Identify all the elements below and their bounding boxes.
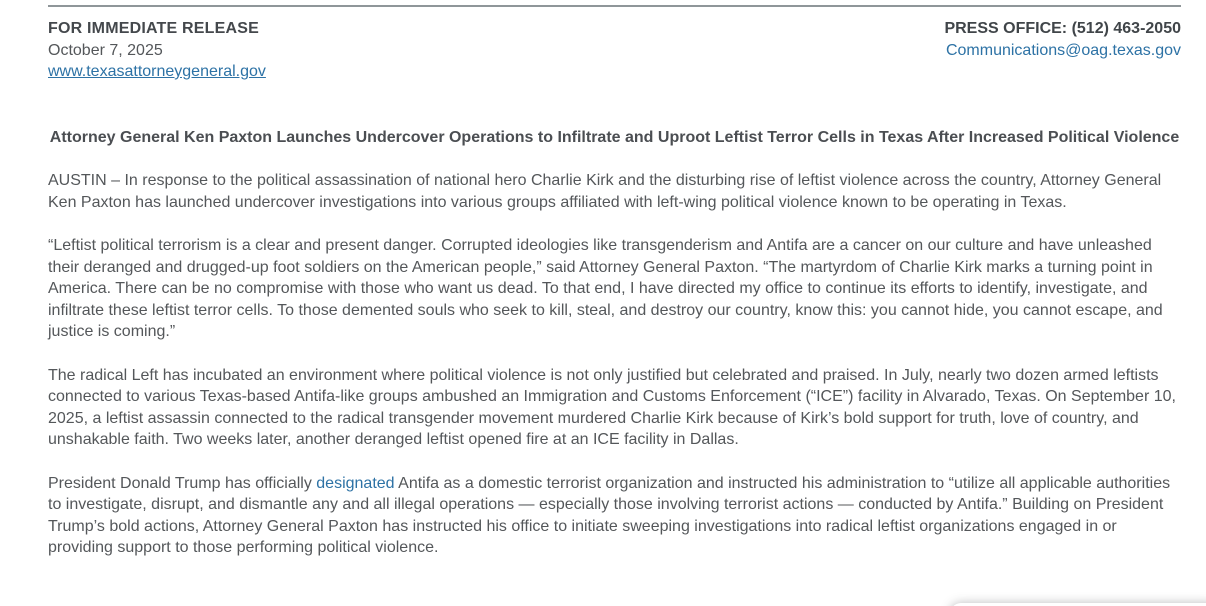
paragraph-trump-designation <box>48 473 1181 559</box>
paragraph-background: The radical Left has incubated an environment where political violence is not only justified but celebrated and praised. In July, nearly two dozen armed leftists connected to various Texas-based Antifa-like groups ambushed an Immigration and Customs Enforcement (“ICE”) facility in Alvarado, Texas. On September 10, 2025, a leftist assassin connected to the radical transgender movement murdered Charlie Kirk because of Kirk’s bold support for truth, love of country, and unshakable faith. Two weeks later, another deranged leftist opened fire at an ICE facility in Dallas. <box>48 366 1176 448</box>
website-link[interactable]: www.texasattorneygeneral.gov <box>48 63 266 80</box>
masthead-left <box>48 18 266 83</box>
press-office-phone: PRESS OFFICE: (512) 463-2050 <box>944 20 1181 37</box>
paragraph-trump-before-link: President Donald Trump has officially <box>48 474 317 492</box>
body-copy <box>48 170 1181 559</box>
press-email-link[interactable]: Communications@oag.texas.gov <box>945 41 1181 59</box>
paragraph-intro: AUSTIN – In response to the political assassination of national hero Charlie Kirk and the disturbing rise of leftist violence across the country, Attorney General Ken Paxton has launched undercover investigations into various groups affiliated with left-wing political violence known to be operating in Texas. <box>48 172 1162 211</box>
masthead <box>48 18 1181 83</box>
headline: Attorney General Ken Paxton Launches Undercover Operations to Infiltrate and Uproot Leftist Terror Cells in Texas After Increased Political Violence <box>49 128 1180 146</box>
paragraph-quote: “Leftist political terrorism is a clear and present danger. Corrupted ideologies like transgenderism and Antifa are a cancer on our culture and have unleashed their deranged and drugged-up foot soldiers on the American people,” said Attorney General Paxton. “The martyrdom of Charlie Kirk marks a turning point in America. There can be no compromise with those who want us dead. To that end, I have directed my office to continue its efforts to identify, investigate, and infiltrate these leftist terror cells. To those demented souls who seek to kill, steal, and destroy our country, know this: you cannot hide, you cannot escape, and justice is coming.” <box>48 237 1163 340</box>
press-release-page <box>0 5 1206 606</box>
release-label: FOR IMMEDIATE RELEASE <box>48 20 260 37</box>
masthead-right <box>944 18 1181 61</box>
top-divider <box>48 5 1181 7</box>
designated-link[interactable]: designated <box>316 474 395 492</box>
paragraph-trump-after-link: Antifa as a domestic terrorist organization and instructed his administration to “utilize all applicable authorities to investigate, disrupt, and dismantle any and all illegal operations — especially those involving terrorist actions — conducted by Antifa.” Building on President Trump’s bold actions, Attorney General Paxton has instructed his office to initiate sweeping investigations into radical leftist organizations engaged in or providing support to those performing political violence. <box>48 474 1171 556</box>
release-date: October 7, 2025 <box>48 41 163 59</box>
